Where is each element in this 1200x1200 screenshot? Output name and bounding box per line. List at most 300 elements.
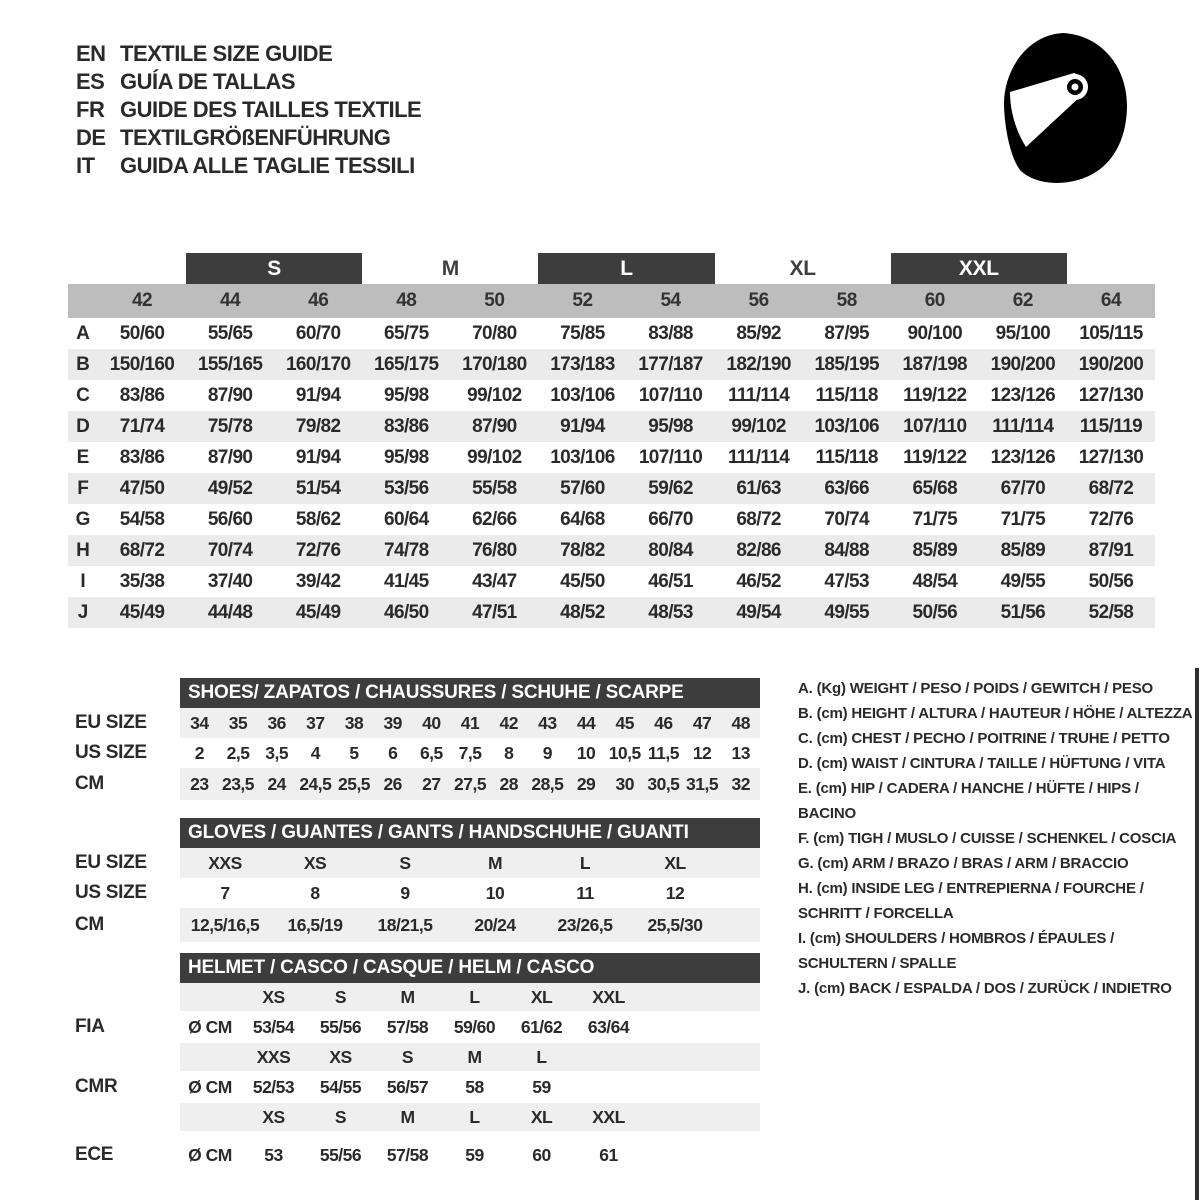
size-value: 70/74 [207, 539, 253, 561]
row-strip [180, 878, 760, 908]
measure-letter: A [76, 322, 90, 344]
size-value: 115/118 [815, 446, 878, 468]
legend-entry: H. (cm) INSIDE LEG / ENTREPIERNA / FOURCHE / SCHRITT / FORCELLA [798, 880, 1144, 922]
row-label: CM [75, 914, 104, 935]
measure-letter: J [77, 601, 89, 623]
language-row [76, 124, 421, 152]
cell-value: 61 [599, 1144, 618, 1165]
measure-letter: G [75, 508, 91, 530]
size-value: 72/76 [295, 539, 341, 561]
size-value: 49/52 [207, 477, 253, 499]
racing-helmet-icon [976, 28, 1138, 199]
size-value: 50/60 [119, 322, 165, 344]
size-column-header: 52 [572, 290, 593, 311]
cell-value: 24 [267, 773, 286, 794]
size-column-header: 50 [484, 290, 505, 311]
legend-entry: I. (cm) SHOULDERS / HOMBROS / ÉPAULES / SCHULTERN / SPALLE [798, 930, 1115, 972]
size-value: 83/86 [384, 415, 429, 437]
size-value: 91/94 [560, 415, 605, 437]
cell-value: 53/54 [252, 1016, 295, 1037]
helmet-sizes-row [75, 1043, 760, 1071]
size-value: 123/126 [990, 446, 1056, 468]
cell-value: XS [262, 1106, 285, 1127]
row-label: EU SIZE [75, 712, 147, 733]
cell-value: 52/53 [252, 1076, 295, 1097]
cell-value: 4 [310, 742, 320, 763]
cell-value: 40 [422, 712, 441, 733]
size-value: 87/90 [472, 415, 517, 437]
size-value: 190/200 [990, 353, 1056, 375]
size-value: 68/72 [736, 508, 781, 530]
size-value: 95/98 [648, 415, 693, 437]
row-label: ECE [75, 1144, 114, 1165]
row-label: CM [75, 773, 104, 794]
cell-value: 6 [388, 742, 398, 763]
size-value: 35/38 [119, 570, 165, 592]
size-group-l: L [538, 253, 714, 284]
cell-value: 7,5 [458, 742, 482, 763]
cell-value: 61/62 [520, 1016, 563, 1037]
cell-value: 23 [190, 773, 209, 794]
size-value: 65/75 [384, 322, 429, 344]
cell-value: 2 [194, 742, 204, 763]
row-strip [180, 768, 760, 800]
cell-value: M [400, 986, 415, 1007]
size-value: 68/72 [119, 539, 165, 561]
row-strip [180, 1138, 760, 1172]
size-value: 85/92 [736, 322, 781, 344]
size-value: 87/90 [207, 446, 253, 468]
cell-value: XL [530, 1106, 553, 1127]
cell-value [180, 1103, 240, 1131]
cell-value: 48 [731, 712, 750, 733]
language-row [76, 40, 421, 68]
cell-value: 58 [465, 1076, 484, 1097]
cell-value: 36 [267, 712, 286, 733]
size-value: 47/50 [119, 477, 165, 499]
size-column-header: 56 [748, 290, 769, 311]
size-value: 190/200 [1078, 353, 1144, 375]
size-value: 127/130 [1078, 446, 1144, 468]
size-value: 115/118 [815, 384, 878, 406]
helmet-sizes-row [75, 1103, 760, 1131]
size-value: 51/56 [1000, 601, 1046, 623]
cell-value: S [401, 1046, 414, 1067]
size-value: 150/160 [109, 353, 175, 375]
cell-value: S [334, 986, 347, 1007]
size-value: 60/70 [295, 322, 341, 344]
size-value: 48/52 [560, 601, 605, 623]
cell-value: M [487, 852, 503, 873]
row-label [75, 1103, 180, 1131]
cell-value: 23/26,5 [557, 914, 613, 935]
measure-letter: I [80, 570, 86, 592]
cell-value: 13 [731, 742, 750, 763]
size-value: 41/45 [384, 570, 429, 592]
cell-value: 10 [485, 882, 505, 903]
size-value: 99/102 [467, 446, 522, 468]
row-strip [180, 1071, 760, 1103]
language-row [76, 68, 421, 96]
cell-value: 28,5 [531, 773, 564, 794]
cell-value: 28 [499, 773, 518, 794]
size-value: 173/183 [550, 353, 615, 375]
language-code: FR [76, 97, 105, 122]
size-value: 57/60 [560, 477, 605, 499]
language-code: ES [76, 69, 105, 94]
cell-value: XXS [208, 852, 242, 873]
cell-value: 54/55 [319, 1076, 362, 1097]
gloves-row [75, 878, 760, 908]
size-value: 55/65 [207, 322, 253, 344]
cell-value: XL [664, 852, 686, 873]
size-value: 46/52 [736, 570, 781, 592]
row-label: US SIZE [75, 742, 147, 763]
row-label: FIA [75, 1016, 105, 1037]
cell-value: 44 [576, 712, 596, 733]
size-value: 71/75 [912, 508, 958, 530]
cell-value: 9 [400, 882, 410, 903]
row-strip [180, 983, 760, 1011]
cell-value: L [579, 852, 591, 873]
size-value: 56/60 [207, 508, 253, 530]
size-value: 85/89 [1000, 539, 1046, 561]
size-value: 105/115 [1079, 322, 1143, 344]
cell-value: 12 [692, 742, 712, 763]
size-column-header: 46 [308, 290, 329, 311]
size-value: 83/86 [119, 446, 165, 468]
size-value: 185/195 [814, 353, 879, 375]
cell-value: S [334, 1106, 347, 1127]
size-value: 65/68 [912, 477, 958, 499]
size-value: 48/54 [912, 570, 958, 592]
cell-value: 35 [228, 712, 248, 733]
size-value: 47/53 [824, 570, 869, 592]
size-value: 119/122 [903, 384, 967, 406]
cell-value: Ø CM [188, 1144, 232, 1165]
cell-value: 11 [576, 882, 594, 903]
row-label: US SIZE [75, 882, 147, 903]
size-value: 91/94 [295, 446, 341, 468]
cell-value: 10,5 [608, 742, 641, 763]
size-value: 95/98 [384, 384, 429, 406]
cell-value: 25,5 [337, 773, 371, 794]
language-title-list [76, 40, 421, 180]
size-value: 72/76 [1088, 508, 1134, 530]
cell-value: Ø CM [188, 1016, 232, 1037]
size-value: 60/64 [384, 508, 429, 530]
size-value: 39/42 [295, 570, 341, 592]
size-value: 59/62 [648, 477, 693, 499]
size-value: 46/50 [384, 601, 429, 623]
cell-value: M [467, 1046, 482, 1067]
size-value: 61/63 [736, 477, 781, 499]
cell-value: XS [262, 986, 285, 1007]
legend-entry: B. (cm) HEIGHT / ALTURA / HAUTEUR / HÖHE / ALTEZZA [798, 705, 1193, 722]
size-value: 75/85 [560, 322, 605, 344]
size-value: 99/102 [467, 384, 522, 406]
row-label: EU SIZE [75, 852, 147, 873]
size-value: 62/66 [472, 508, 517, 530]
cell-value: 27 [422, 773, 441, 794]
cell-value: S [399, 852, 411, 873]
measurement-legend [798, 676, 1200, 1001]
size-value: 177/187 [638, 353, 703, 375]
legend-entry: F. (cm) TIGH / MUSLO / CUISSE / SCHENKEL / COSCIA [798, 830, 1177, 847]
cell-value: 11,5 [647, 742, 679, 763]
size-value: 90/100 [907, 322, 963, 344]
cell-value: 53 [264, 1144, 283, 1165]
legend-entry: A. (Kg) WEIGHT / PESO / POIDS / GEWITCH / PESO [798, 680, 1153, 697]
size-value: 123/126 [990, 384, 1056, 406]
cell-value: 32 [731, 773, 750, 794]
size-value: 50/56 [1088, 570, 1134, 592]
gloves-row [75, 848, 760, 878]
size-value: 82/86 [736, 539, 781, 561]
size-value: 111/114 [727, 446, 790, 468]
cell-value: M [400, 1106, 415, 1127]
measure-letter: C [76, 384, 90, 406]
language-code: DE [76, 125, 106, 150]
cell-value: 30 [615, 773, 634, 794]
cell-value: XXS [256, 1046, 291, 1067]
cell-value: 59/60 [453, 1016, 496, 1037]
cell-value: L [469, 1106, 480, 1127]
size-value: 83/86 [119, 384, 165, 406]
cell-value: XXL [592, 1106, 625, 1127]
size-value: 103/106 [550, 446, 615, 468]
cell-value: 34 [190, 712, 209, 733]
size-value: 111/114 [992, 415, 1054, 437]
row-label [75, 1043, 180, 1071]
size-value: 43/47 [472, 570, 517, 592]
cell-value: 37 [306, 712, 325, 733]
cell-value: XS [329, 1046, 352, 1067]
cell-value: 26 [383, 773, 402, 794]
size-value: 107/110 [638, 384, 703, 406]
size-value: 87/90 [207, 384, 253, 406]
size-column-header: 54 [660, 290, 681, 311]
cell-value: 23,5 [221, 773, 255, 794]
guide-title: TEXTILGRÖßENFÜHRUNG [120, 125, 391, 150]
size-value: 103/106 [814, 415, 879, 437]
cell-value: L [469, 986, 480, 1007]
size-value: 187/198 [902, 353, 968, 375]
cell-value: 8 [504, 742, 514, 763]
cell-value: 57/58 [386, 1016, 429, 1037]
cell-value: 38 [344, 712, 364, 733]
helmet-standard-row [75, 1011, 760, 1043]
cell-value: 59 [465, 1144, 484, 1165]
cell-value: 20/24 [474, 914, 516, 935]
cell-value: 9 [542, 742, 552, 763]
cell-value [575, 1071, 642, 1103]
size-value: 49/55 [824, 601, 869, 623]
cell-value: 57/58 [386, 1144, 429, 1165]
shoes-section-header: SHOES/ ZAPATOS / CHAUSSURES / SCHUHE / SCARPE [180, 678, 760, 708]
language-row [76, 152, 421, 180]
size-value: 45/49 [119, 601, 165, 623]
guide-title: TEXTILE SIZE GUIDE [120, 41, 333, 66]
cell-value: 29 [576, 773, 596, 794]
cell-value: 2,5 [226, 742, 250, 763]
size-value: 70/74 [824, 508, 869, 530]
legend-entry: J. (cm) BACK / ESPALDA / DOS / ZURÜCK / INDIETRO [798, 980, 1172, 997]
cell-value: 59 [532, 1076, 551, 1097]
size-value: 45/50 [560, 570, 605, 592]
cell-value: 27,5 [454, 773, 487, 794]
row-strip [180, 908, 760, 942]
size-value: 75/78 [207, 415, 253, 437]
size-group-m: M [441, 256, 459, 280]
size-column-header: 42 [131, 290, 153, 311]
size-value: 91/94 [295, 384, 341, 406]
size-value: 76/80 [472, 539, 517, 561]
size-value: 49/54 [736, 601, 781, 623]
size-value: 67/70 [1000, 477, 1046, 499]
size-value: 71/74 [119, 415, 165, 437]
size-value: 111/114 [727, 384, 790, 406]
size-value: 107/110 [903, 415, 967, 437]
size-value: 52/58 [1088, 601, 1134, 623]
legend-entry: E. (cm) HIP / CADERA / HANCHE / HÜFTE / HIPS / BACINO [798, 780, 1139, 822]
cell-value [180, 1043, 240, 1071]
row-strip [180, 738, 760, 768]
shoes-row [75, 708, 760, 738]
measure-letter: F [77, 477, 89, 499]
measure-letter: D [76, 415, 90, 437]
helmet-standard-row [75, 1138, 760, 1172]
measure-letter: E [76, 446, 90, 468]
language-code: IT [76, 153, 95, 178]
cell-value: 10 [576, 742, 596, 763]
size-value: 64/68 [560, 508, 605, 530]
size-value: 85/89 [912, 539, 958, 561]
cell-value: 45 [615, 712, 634, 733]
cell-value: 18/21,5 [377, 914, 433, 935]
size-value: 79/82 [295, 415, 341, 437]
cell-value: L [536, 1046, 547, 1067]
size-value: 44/48 [207, 601, 253, 623]
cell-value: XXL [592, 986, 625, 1007]
cell-value: 5 [349, 742, 359, 763]
row-strip [180, 1103, 760, 1131]
size-value: 95/100 [995, 322, 1051, 344]
size-value: 80/84 [648, 539, 693, 561]
size-group-s: S [186, 253, 362, 284]
size-value: 51/54 [295, 477, 341, 499]
size-column-header: 58 [836, 290, 857, 311]
size-group-xxl: XXL [891, 253, 1067, 284]
size-value: 45/49 [295, 601, 341, 623]
size-value: 48/53 [648, 601, 693, 623]
helmet-standard-row [75, 1071, 760, 1103]
size-value: 78/82 [560, 539, 605, 561]
size-value: 87/91 [1088, 539, 1134, 561]
cell-value: 63/64 [587, 1016, 630, 1037]
size-value: 63/66 [824, 477, 869, 499]
cell-value: 31,5 [686, 773, 719, 794]
cell-value: 8 [310, 882, 320, 903]
cell-value: 25,5/30 [647, 914, 703, 935]
size-value: 71/75 [1000, 508, 1046, 530]
size-value: 68/72 [1088, 477, 1134, 499]
cell-value: 12 [665, 882, 685, 903]
cell-value: 41 [460, 712, 480, 733]
cell-value: 55/56 [319, 1144, 362, 1165]
cell-value: 30,5 [647, 773, 680, 794]
cell-value: 55/56 [319, 1016, 362, 1037]
size-value: 107/110 [638, 446, 703, 468]
language-row [76, 96, 421, 124]
legend-entry: C. (cm) CHEST / PECHO / POITRINE / TRUHE / PETTO [798, 730, 1170, 747]
size-value: 83/88 [648, 322, 693, 344]
guide-title: GUIDE DES TAILLES TEXTILE [120, 97, 422, 122]
size-value: 47/51 [472, 601, 517, 623]
cell-value [180, 983, 240, 1011]
size-group-xl: XL [789, 256, 816, 280]
language-code: EN [76, 41, 106, 66]
shoes-row [75, 768, 760, 800]
cell-value: 12,5/16,5 [190, 914, 260, 935]
size-value: 37/40 [207, 570, 253, 592]
cell-value: 42 [499, 712, 518, 733]
size-value: 103/106 [550, 384, 615, 406]
cell-value: 39 [383, 712, 402, 733]
size-value: 46/51 [648, 570, 693, 592]
cell-value: 47 [692, 712, 712, 733]
size-column-header: 60 [924, 290, 945, 311]
guide-title: GUIDA ALLE TAGLIE TESSILI [120, 153, 415, 178]
cell-value: 3,5 [265, 742, 289, 763]
gloves-section-header: GLOVES / GUANTES / GANTS / HANDSCHUHE / GUANTI [180, 818, 760, 848]
size-value: 66/70 [648, 508, 693, 530]
size-value: 84/88 [824, 539, 869, 561]
size-value: 160/170 [285, 353, 351, 375]
row-strip [180, 1011, 760, 1043]
cell-value: 6,5 [419, 742, 443, 763]
cell-value: 60 [532, 1144, 551, 1165]
cell-value: 43 [538, 712, 557, 733]
size-value: 53/56 [384, 477, 429, 499]
helmet-section-header: HELMET / CASCO / CASQUE / HELM / CASCO [180, 953, 760, 983]
size-value: 127/130 [1078, 384, 1144, 406]
size-value: 99/102 [731, 415, 786, 437]
guide-title: GUÍA DE TALLAS [120, 69, 296, 94]
size-value: 95/98 [384, 446, 429, 468]
cell-value: XS [303, 852, 327, 873]
size-value: 58/62 [295, 508, 341, 530]
size-value: 165/175 [374, 353, 439, 375]
size-value: 55/58 [472, 477, 517, 499]
helmet-sizes-row [75, 983, 760, 1011]
row-strip [180, 708, 760, 738]
cell-value: 56/57 [386, 1076, 429, 1097]
row-strip [180, 1043, 760, 1071]
size-value: 182/190 [726, 353, 791, 375]
shoes-row [75, 738, 760, 768]
cell-value: 46 [654, 712, 673, 733]
cell-value: XL [530, 986, 553, 1007]
gloves-row [75, 908, 760, 942]
cell-value: 16,5/19 [287, 914, 343, 935]
cell-value: 7 [220, 882, 230, 903]
legend-entry: G. (cm) ARM / BRAZO / BRAS / ARM / BRACCIO [798, 855, 1129, 872]
size-column-header: 48 [396, 290, 417, 311]
size-value: 87/95 [824, 322, 869, 344]
row-strip [180, 848, 760, 878]
size-value: 49/55 [1000, 570, 1046, 592]
